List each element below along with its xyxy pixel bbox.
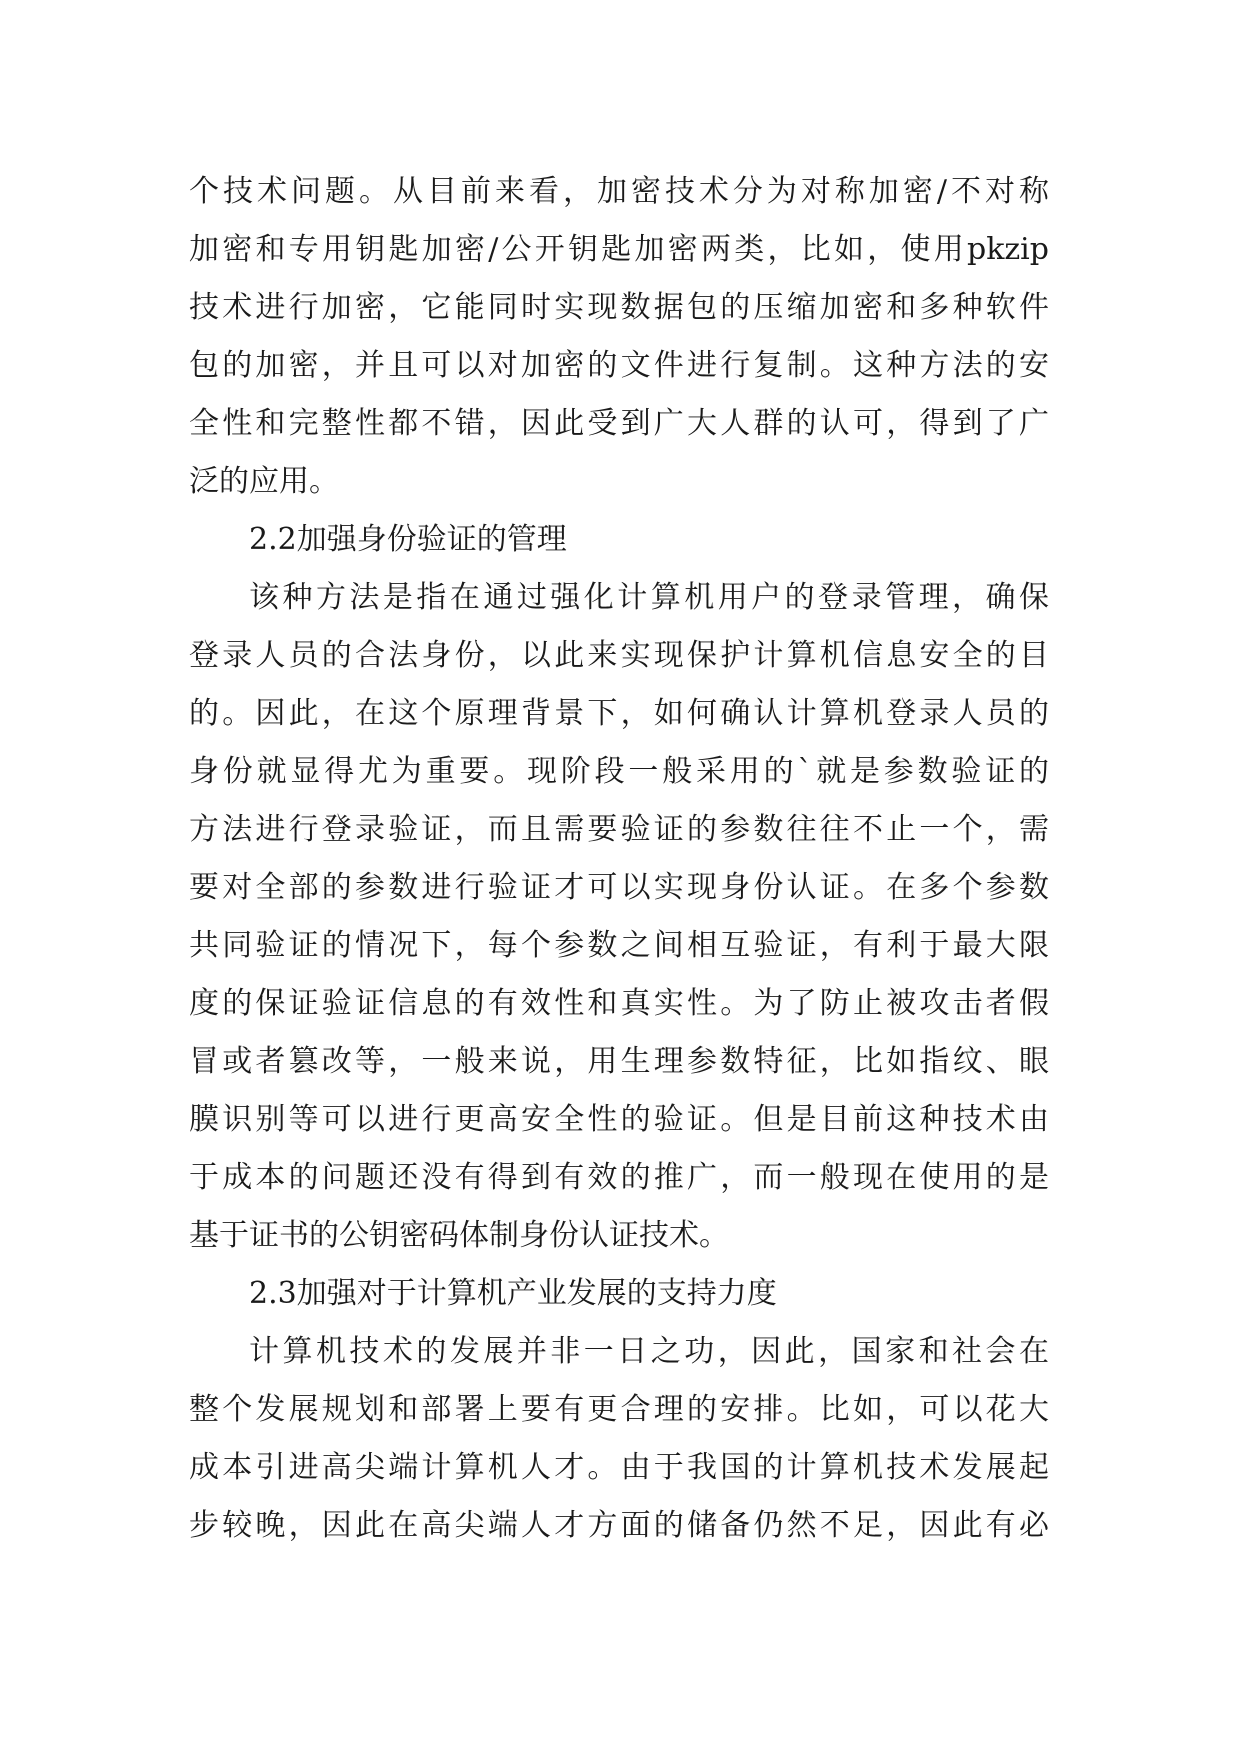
text-line: 登录人员的合法身份，以此来实现保护计算机信息安全的目 <box>189 638 1049 673</box>
text-line: 计算机技术的发展并非一日之功，因此，国家和社会在 <box>249 1334 1049 1369</box>
text-line: 成本引进高尖端计算机人才。由于我国的计算机技术发展起 <box>189 1450 1049 1485</box>
text-line: 度的保证验证信息的有效性和真实性。为了防止被攻击者假 <box>189 986 1049 1021</box>
text-line: 技术进行加密，它能同时实现数据包的压缩加密和多种软件 <box>189 290 1049 325</box>
text-line: 该种方法是指在通过强化计算机用户的登录管理，确保 <box>249 580 1049 615</box>
text-line: 的。因此，在这个原理背景下，如何确认计算机登录人员的 <box>189 696 1049 731</box>
text-line: 整个发展规划和部署上要有更合理的安排。比如，可以花大 <box>189 1392 1049 1427</box>
text-line: 全性和完整性都不错，因此受到广大人群的认可，得到了广 <box>189 406 1049 441</box>
text-line: 要对全部的参数进行验证才可以实现身份认证。在多个参数 <box>189 870 1049 905</box>
text-line: 于成本的问题还没有得到有效的推广，而一般现在使用的是 <box>189 1160 1049 1195</box>
text-line: 冒或者篡改等，一般来说，用生理参数特征，比如指纹、眼 <box>189 1044 1049 1079</box>
text-line: 步较晚，因此在高尖端人才方面的储备仍然不足，因此有必 <box>189 1508 1049 1543</box>
section-heading: 2.2加强身份验证的管理 <box>249 522 567 557</box>
text-line: 膜识别等可以进行更高安全性的验证。但是目前这种技术由 <box>189 1102 1049 1137</box>
text-line: 身份就显得尤为重要。现阶段一般采用的`就是参数验证的 <box>189 754 1049 789</box>
text-line: 方法进行登录验证，而且需要验证的参数往往不止一个，需 <box>189 812 1049 847</box>
text-line: 个技术问题。从目前来看，加密技术分为对称加密/不对称 <box>189 174 1049 209</box>
text-line: 共同验证的情况下，每个参数之间相互验证，有利于最大限 <box>189 928 1049 963</box>
text-line: 泛的应用。 <box>189 464 339 499</box>
text-line: 基于证书的公钥密码体制身份认证技术。 <box>189 1218 729 1253</box>
text-line: 包的加密，并且可以对加密的文件进行复制。这种方法的安 <box>189 348 1049 383</box>
document-body <box>189 163 1049 1555</box>
text-line: 加密和专用钥匙加密/公开钥匙加密两类，比如，使用pkzip <box>189 232 1049 267</box>
section-heading: 2.3加强对于计算机产业发展的支持力度 <box>249 1276 777 1311</box>
